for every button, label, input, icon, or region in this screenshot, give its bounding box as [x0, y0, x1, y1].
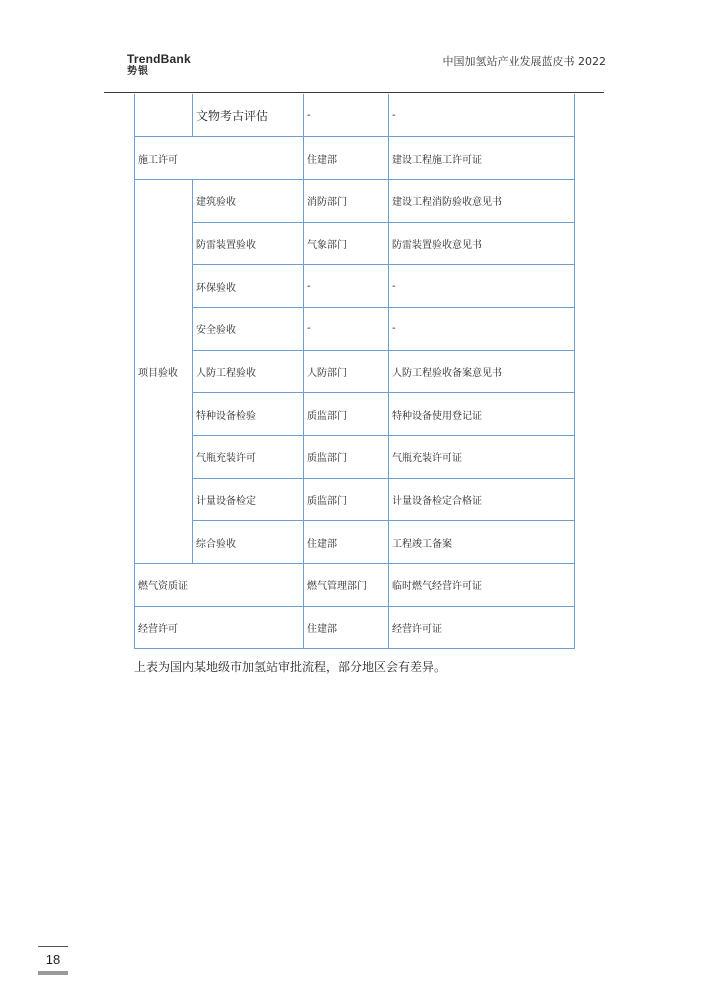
table-cell-item: 安全验收 — [193, 307, 304, 350]
table-cell-document: 防雷装置验收意见书 — [389, 222, 575, 265]
table-cell-department: 住建部 — [304, 137, 389, 180]
document-title: 中国加氢站产业发展蓝皮书 2022 — [442, 55, 606, 68]
table-cell-document: 建设工程消防验收意见书 — [389, 179, 575, 222]
table-cell-document: 计量设备检定合格证 — [389, 478, 575, 521]
table-cell-department: 质监部门 — [304, 478, 389, 521]
trendbank-logo — [127, 52, 191, 78]
approval-process-table — [134, 94, 575, 649]
table-cell-document: 临时燃气经营许可证 — [389, 564, 575, 607]
table-cell-category: 项目验收 — [135, 179, 193, 563]
table-cell-document: 经营许可证 — [389, 606, 575, 649]
table-cell-document: 特种设备使用登记证 — [389, 393, 575, 436]
table-cell-item: 气瓶充装许可 — [193, 436, 304, 479]
table-cell-category: 燃气资质证 — [135, 564, 304, 607]
table-cell-category: 经营许可 — [135, 606, 304, 649]
table-cell-item: 人防工程验收 — [193, 350, 304, 393]
table-row — [135, 94, 575, 137]
table-cell-department: - — [304, 94, 389, 137]
table-row — [135, 564, 575, 607]
table-cell-document: - — [389, 94, 575, 137]
table-cell-department: 人防部门 — [304, 350, 389, 393]
table-cell-department: - — [304, 307, 389, 350]
table-cell-document: - — [389, 307, 575, 350]
page-number: 18 — [45, 952, 61, 967]
table-cell-category — [135, 94, 193, 137]
table-cell-item: 环保验收 — [193, 265, 304, 308]
logo-text-en: TrendBank — [127, 52, 191, 66]
table-cell-document: 气瓶充装许可证 — [389, 436, 575, 479]
table-row — [135, 393, 575, 436]
table-cell-department: 住建部 — [304, 521, 389, 564]
header-divider — [104, 92, 604, 93]
page-number-rule-bottom — [38, 971, 68, 975]
table-row — [135, 350, 575, 393]
table-cell-department: 住建部 — [304, 606, 389, 649]
table-row — [135, 606, 575, 649]
table-cell-category: 施工许可 — [135, 137, 304, 180]
logo-text-cn: 势银 — [127, 66, 149, 77]
table-row — [135, 222, 575, 265]
page-number-rule-top — [38, 946, 68, 947]
table-cell-department: - — [304, 265, 389, 308]
table-cell-document: 工程竣工备案 — [389, 521, 575, 564]
table-cell-department: 质监部门 — [304, 436, 389, 479]
table-cell-document: - — [389, 265, 575, 308]
table-cell-document: 人防工程验收备案意见书 — [389, 350, 575, 393]
table-cell-item: 文物考古评估 — [193, 94, 304, 137]
table-cell-item: 计量设备检定 — [193, 478, 304, 521]
table-row — [135, 179, 575, 222]
table-cell-department: 消防部门 — [304, 179, 389, 222]
table-row — [135, 436, 575, 479]
table-cell-document: 建设工程施工许可证 — [389, 137, 575, 180]
table-cell-item: 综合验收 — [193, 521, 304, 564]
table-cell-item: 建筑验收 — [193, 179, 304, 222]
table-cell-department: 燃气管理部门 — [304, 564, 389, 607]
table-cell-department: 质监部门 — [304, 393, 389, 436]
table-cell-item: 防雷装置验收 — [193, 222, 304, 265]
table-footnote: 上表为国内某地级市加氢站审批流程，部分地区会有差异。 — [134, 660, 447, 674]
table-cell-item: 特种设备检验 — [193, 393, 304, 436]
table-row — [135, 478, 575, 521]
table-row — [135, 137, 575, 180]
table-cell-department: 气象部门 — [304, 222, 389, 265]
table-row — [135, 265, 575, 308]
table-row — [135, 307, 575, 350]
table-row — [135, 521, 575, 564]
